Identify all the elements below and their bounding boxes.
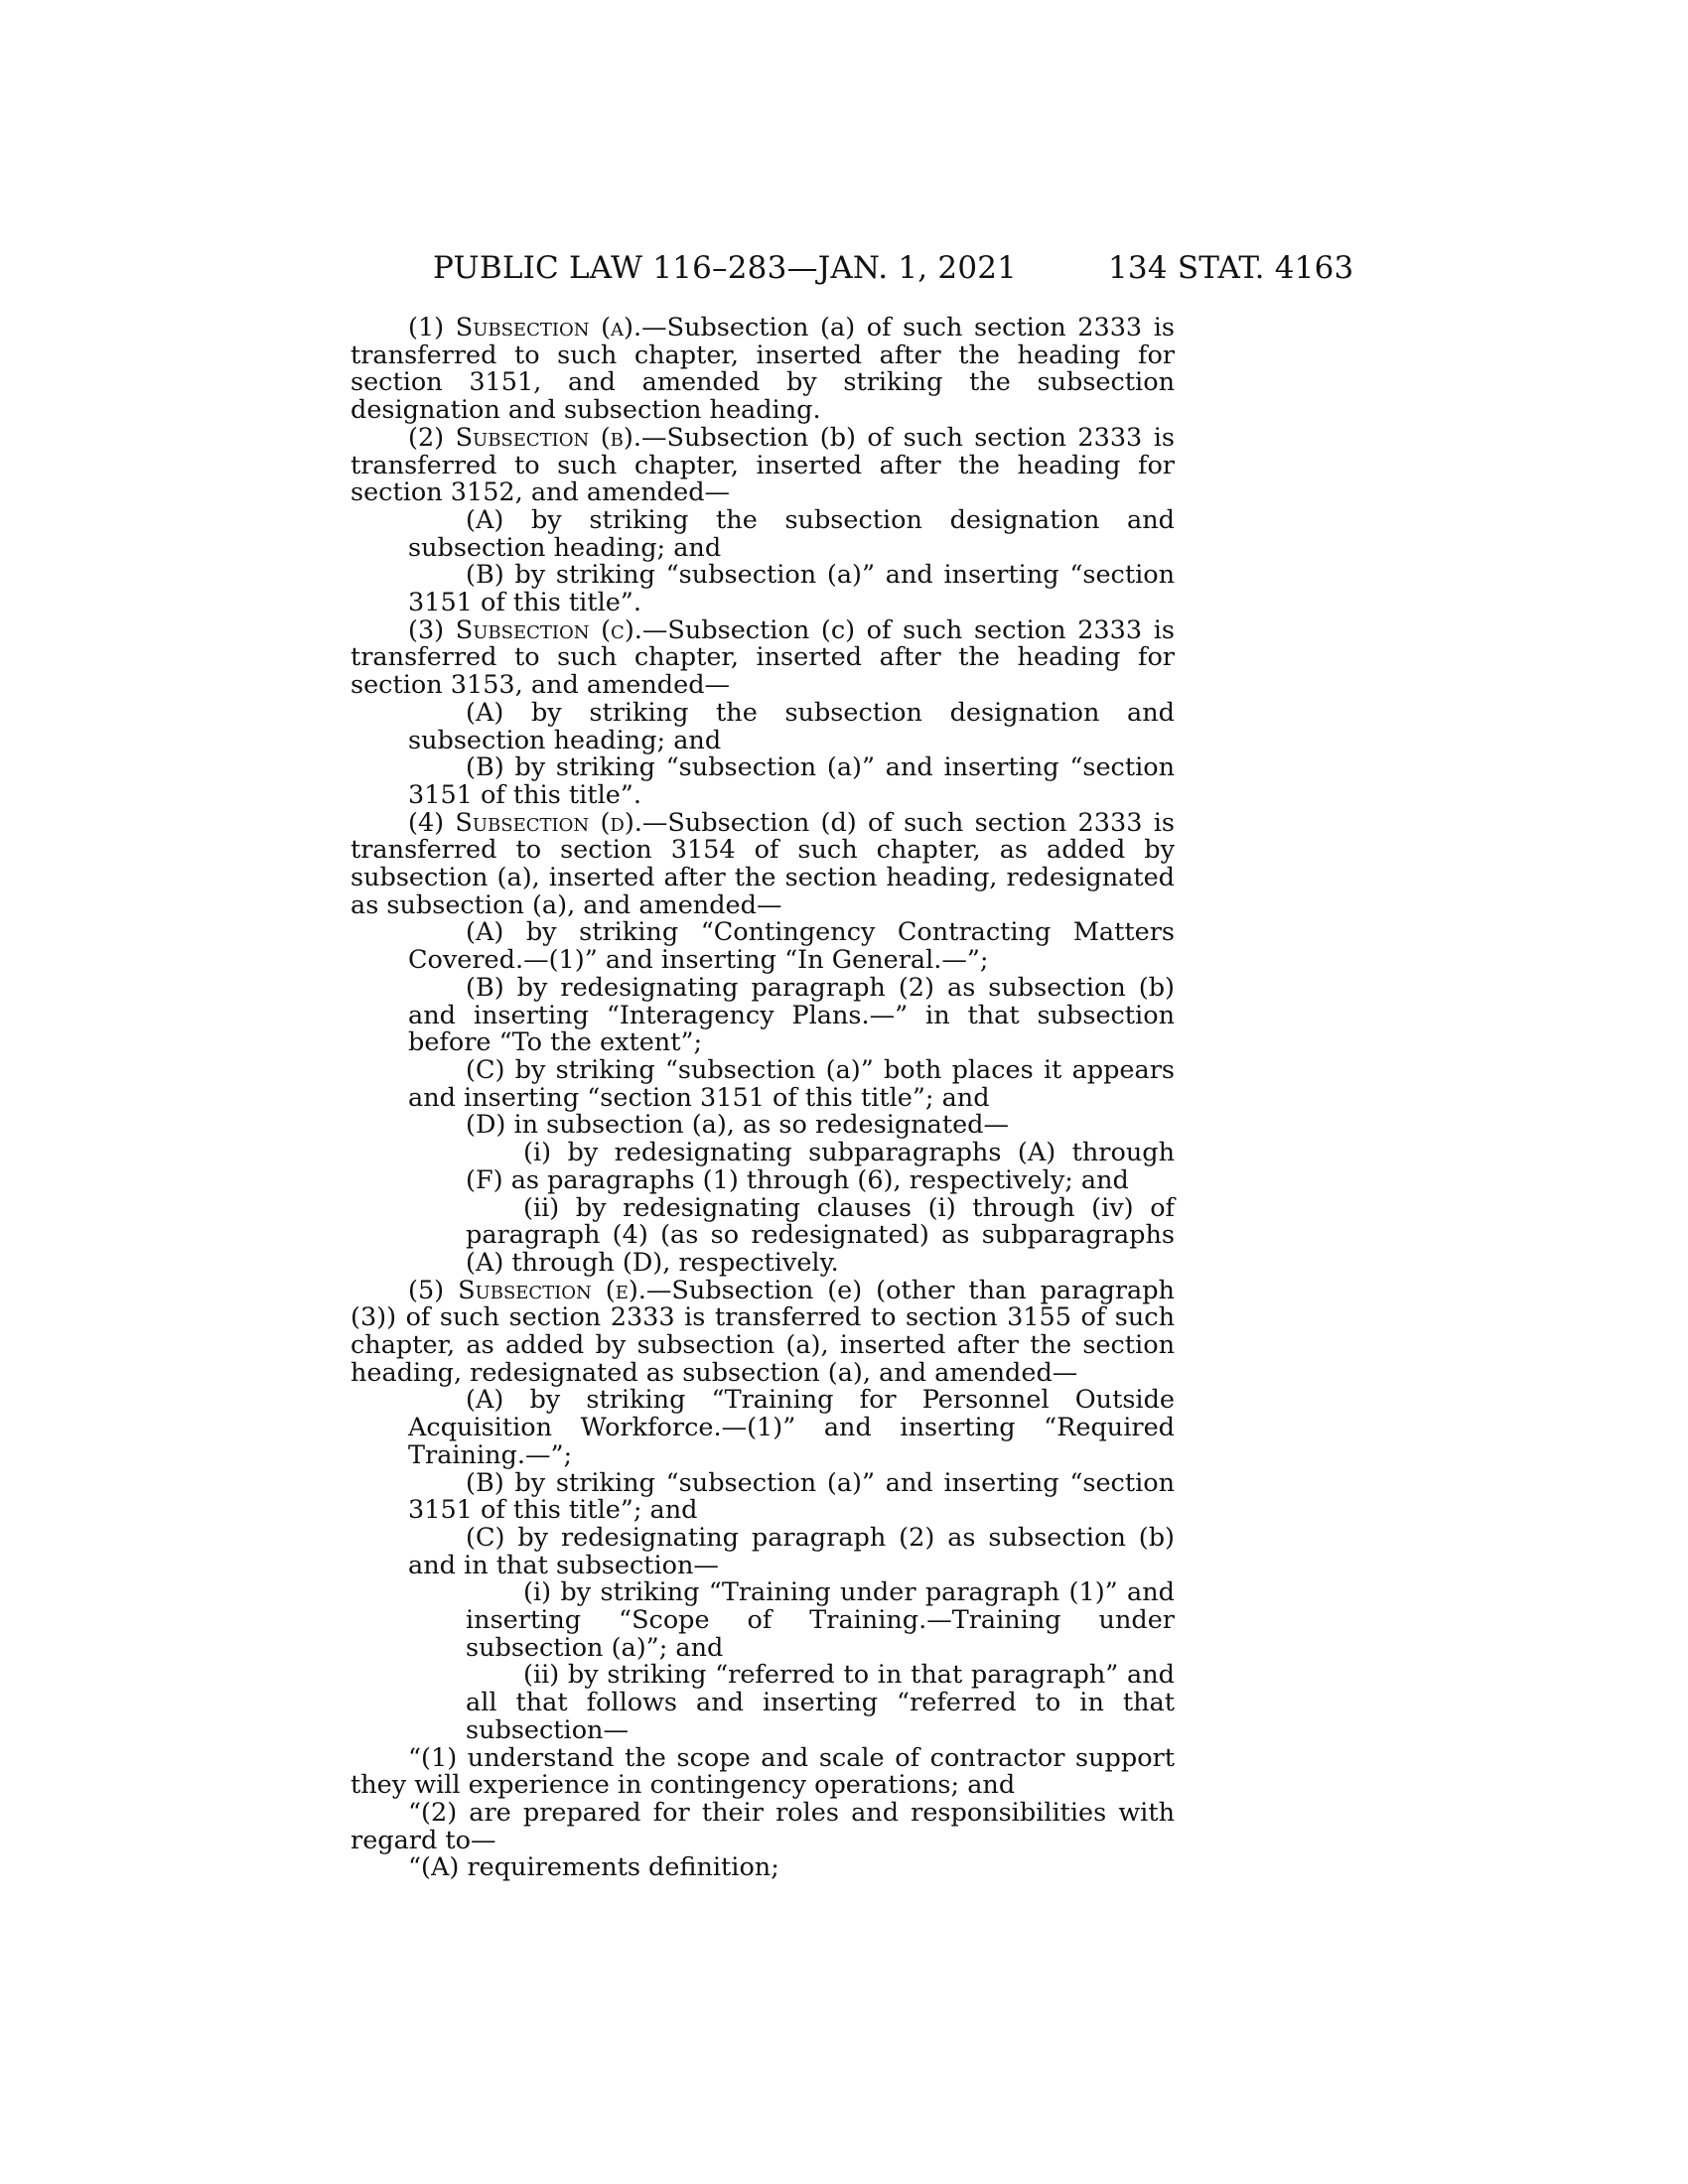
subsection-heading: Subsection (c). xyxy=(455,614,642,645)
running-head-title: PUBLIC LAW 116–283—JAN. 1, 2021 xyxy=(433,250,1018,286)
subparagraph: (D) in subsection (a), as so redesignated— xyxy=(466,1110,1010,1141)
quoted-paragraph: “(2) are prepared for their roles and responsibilities with regard to— xyxy=(351,1797,1175,1855)
subparagraph: (B) by redesignating paragraph (2) as subsection (b) and inserting “Interagency Plans.—” in that subsection before “To the extent”; xyxy=(408,972,1175,1058)
subparagraph: (C) by redesignating paragraph (2) as subsection (b) and in that subsection— xyxy=(408,1522,1175,1580)
subparagraph: (A) by striking “Training for Personnel Outside Acquisition Workforce.—(1)” and inserting “Required Training.—”; xyxy=(408,1385,1175,1470)
subsection-heading: Subsection (d). xyxy=(455,807,642,838)
subparagraph: (B) by striking “subsection (a)” and inserting “section 3151 of this title”. xyxy=(408,752,1175,810)
paragraph: (2) Subsection (b).—Subsection (b) of such section 2333 is transferred to such chapter, inserted after the heading for section 3152, and amended— xyxy=(351,422,1175,508)
subparagraph: (B) by striking “subsection (a)” and inserting “section 3151 of this title”; and xyxy=(408,1467,1175,1526)
subparagraph: (A) by striking “Contingency Contracting Matters Covered.—(1)” and inserting “In General.—”; xyxy=(408,917,1175,976)
paragraph: (5) Subsection (e).—Subsection (e) (other than paragraph (3)) of such section 2333 is transferred to section 3155 of such chapter, as added by subsection (a), inserted after the section heading, redesignated as subsection (a), and amended— xyxy=(351,1275,1175,1388)
paragraph: (1) Subsection (a).—Subsection (a) of such section 2333 is transferred to such chapter, inserted after the heading for section 3151, and amended by striking the subsection designation and subsection heading. xyxy=(351,313,1175,426)
subsection-heading: Subsection (e). xyxy=(458,1275,646,1305)
clause: (i) by redesignating subparagraphs (A) through (F) as paragraphs (1) through (6), respectively; and xyxy=(466,1138,1175,1195)
paragraph: (3) Subsection (c).—Subsection (c) of such section 2333 is transferred to such chapter, inserted after the heading for section 3153, and amended— xyxy=(351,614,1175,701)
subsection-heading: Subsection (b). xyxy=(455,422,641,453)
paragraph: (4) Subsection (d).—Subsection (d) of such section 2333 is transferred to section 3154 of such chapter, as added by subsection (a), inserted after the section heading, redesignated as subsection (a), and amended— xyxy=(351,807,1175,920)
statute-text xyxy=(351,315,1175,1882)
subparagraph: (C) by striking “subsection (a)” both places it appears and inserting “section 3151 of this title”; and xyxy=(408,1054,1175,1113)
subparagraph: (A) by striking the subsection designation and subsection heading; and xyxy=(408,697,1175,755)
clause: (ii) by redesignating clauses (i) through (iv) of paragraph (4) (as so redesignated) as subparagraphs (A) through (D), respectively. xyxy=(466,1192,1175,1278)
subparagraph: (A) by striking the subsection designation and subsection heading; and xyxy=(408,504,1175,563)
quoted-paragraph: “(1) understand the scope and scale of contractor support they will experience in contingency operations; and xyxy=(351,1742,1175,1801)
page-stat-number: 134 STAT. 4163 xyxy=(1108,250,1354,286)
clause: (i) by striking “Training under paragraph (1)” and inserting “Scope of Training.—Training under subsection (a)”; and xyxy=(466,1577,1175,1663)
subparagraph: (B) by striking “subsection (a)” and inserting “section 3151 of this title”. xyxy=(408,560,1175,618)
subsection-heading: Subsection (a). xyxy=(455,313,642,342)
quoted-subparagraph: “(A) requirements definition; xyxy=(408,1852,779,1883)
clause: (ii) by striking “referred to in that paragraph” and all that follows and inserting “referred to in that subsection— xyxy=(466,1660,1175,1745)
